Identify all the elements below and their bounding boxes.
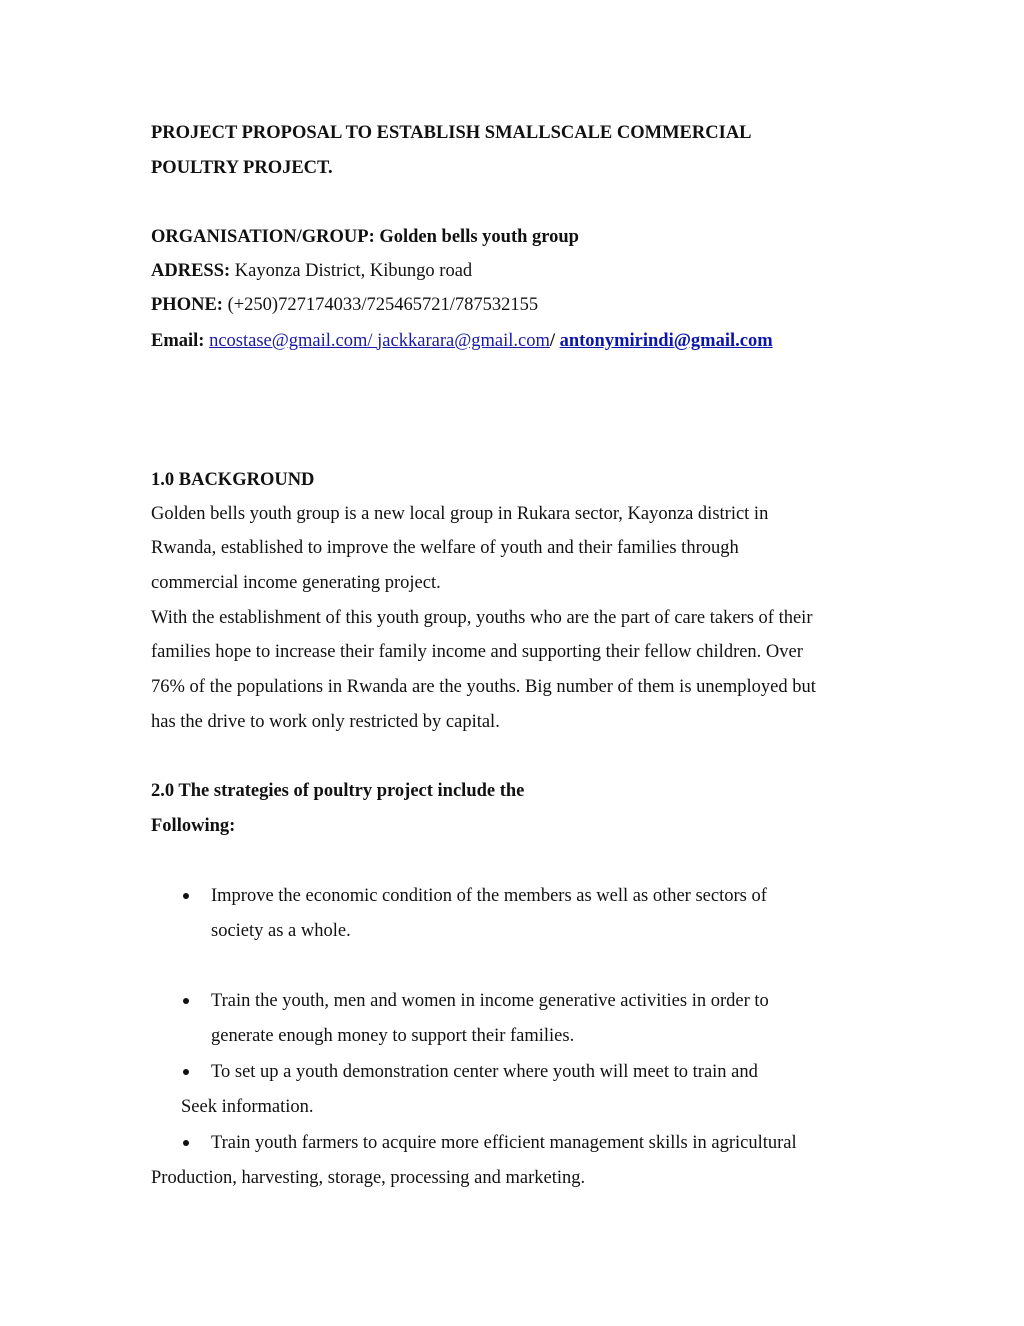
email-separator: / bbox=[549, 331, 560, 351]
email-link-3[interactable]: antonymirindi@gmail.com bbox=[559, 331, 773, 351]
strategy-item-line: generate enough money to support their families. bbox=[211, 1026, 575, 1046]
strategy-item-line: society as a whole. bbox=[211, 921, 351, 941]
phone-line bbox=[151, 294, 538, 316]
email-line bbox=[151, 330, 773, 352]
strategy-item-line: Seek information. bbox=[181, 1097, 314, 1117]
strategies-heading-line-2: Following: bbox=[151, 816, 236, 836]
address-label: ADRESS: bbox=[151, 261, 231, 281]
strategy-item-line: Train youth farmers to acquire more efficient management skills in agricultural bbox=[211, 1133, 797, 1153]
title-line-2: POULTRY PROJECT. bbox=[151, 158, 333, 178]
email-label: Email: bbox=[151, 331, 205, 351]
strategy-item-line: Improve the economic condition of the members as well as other sectors of bbox=[211, 886, 767, 906]
background-line: families hope to increase their family income and supporting their fellow children. Over bbox=[151, 642, 803, 662]
organisation-line bbox=[151, 226, 579, 248]
strategies-heading-line-1: 2.0 The strategies of poultry project include the bbox=[151, 781, 525, 801]
bullet-icon bbox=[183, 893, 189, 899]
email-link-2[interactable]: jackkarara@gmail.com bbox=[377, 331, 550, 351]
background-line: has the drive to work only restricted by capital. bbox=[151, 712, 500, 732]
address-line bbox=[151, 260, 472, 282]
background-line: Golden bells youth group is a new local group in Rukara sector, Kayonza district in bbox=[151, 504, 769, 524]
background-line: Rwanda, established to improve the welfare of youth and their families through bbox=[151, 538, 739, 558]
background-line: With the establishment of this youth group, youths who are the part of care takers of their bbox=[151, 608, 813, 628]
strategy-item-line: To set up a youth demonstration center where youth will meet to train and bbox=[211, 1062, 758, 1082]
organisation-value: Golden bells youth group bbox=[379, 227, 579, 247]
address-value: Kayonza District, Kibungo road bbox=[234, 261, 473, 281]
bullet-icon bbox=[183, 998, 189, 1004]
bullet-icon bbox=[183, 1069, 189, 1075]
background-heading: 1.0 BACKGROUND bbox=[151, 470, 315, 490]
background-line: 76% of the populations in Rwanda are the youths. Big number of them is unemployed but bbox=[151, 677, 816, 697]
phone-label: PHONE: bbox=[151, 295, 223, 315]
organisation-label: ORGANISATION/GROUP: bbox=[151, 227, 375, 247]
title-line-1: PROJECT PROPOSAL TO ESTABLISH SMALLSCALE COMMERCIAL bbox=[151, 123, 752, 143]
background-line: commercial income generating project. bbox=[151, 573, 441, 593]
phone-value: (+250)727174033/725465721/787532155 bbox=[227, 295, 539, 315]
email-link-1[interactable]: ncostase@gmail.com/ bbox=[209, 331, 373, 351]
bullet-icon bbox=[183, 1140, 189, 1146]
strategy-item-line: Train the youth, men and women in income generative activities in order to bbox=[211, 991, 769, 1011]
strategy-item-line: Production, harvesting, storage, processing and marketing. bbox=[151, 1168, 586, 1188]
